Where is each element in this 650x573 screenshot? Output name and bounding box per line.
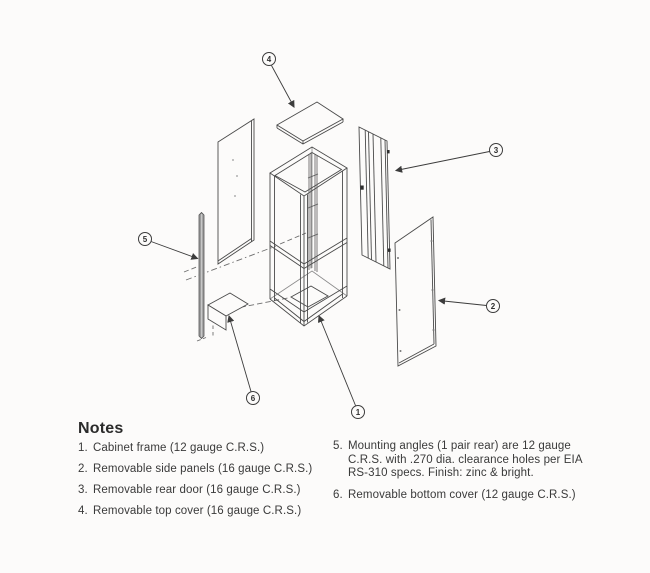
- cabinet-frame: [270, 147, 347, 326]
- rear-mounting-angles: [308, 153, 318, 273]
- notes-column-right: [333, 440, 595, 510]
- callout-5: [139, 233, 198, 259]
- notes-column-left: [78, 442, 328, 526]
- callout-3-label: 3: [493, 146, 499, 155]
- note-text: Cabinet frame (12 gauge C.R.S.): [93, 442, 265, 454]
- callout-1: [319, 316, 365, 419]
- note-text: Removable bottom cover (12 gauge C.R.S.): [348, 488, 576, 501]
- note-number: 6.: [333, 488, 343, 501]
- callout-2-label: 2: [490, 302, 496, 311]
- top-cover: [277, 102, 343, 144]
- rear-door: [359, 127, 391, 269]
- note-item-1: [78, 442, 328, 456]
- callout-6: [229, 316, 260, 405]
- note-number: 2.: [78, 463, 88, 475]
- door-latch: [361, 186, 364, 190]
- side-panel-right: [395, 217, 436, 366]
- note-item-2: [78, 463, 328, 477]
- callout-4: [263, 53, 295, 108]
- callout-2: [439, 300, 500, 313]
- mounting-angle-bar: [197, 213, 206, 342]
- door-hinge-bottom: [388, 249, 391, 252]
- note-item-3: [78, 484, 328, 498]
- side-panel-left: [218, 119, 254, 264]
- note-item-5: [333, 440, 595, 481]
- callout-3: [396, 144, 503, 171]
- note-item-6: [333, 489, 595, 503]
- notes-title: Notes: [78, 420, 124, 437]
- callout-6-label: 6: [250, 394, 256, 403]
- note-number: 1.: [78, 442, 88, 454]
- note-number: 4.: [78, 505, 88, 517]
- callout-4-label: 4: [266, 55, 272, 64]
- note-number: 5.: [333, 440, 343, 452]
- door-hinge-top: [387, 150, 390, 153]
- note-text: Removable rear door (16 gauge C.R.S.): [93, 484, 301, 496]
- note-number: 3.: [78, 484, 88, 496]
- note-item-4: [78, 505, 328, 519]
- note-text: Mounting angles (1 pair rear) are 12 gauge C.R.S. with .270 dia. clearance holes per EIA RS-310 specs. Finish: zinc & bright.: [348, 440, 582, 479]
- note-text: Removable side panels (16 gauge C.R.S.): [93, 463, 313, 475]
- callout-5-label: 5: [142, 235, 148, 244]
- note-text: Removable top cover (16 gauge C.R.S.): [93, 505, 302, 517]
- notes-section: [0, 414, 650, 573]
- bottom-cover: [208, 293, 248, 330]
- callout-1-label: 1: [355, 408, 361, 417]
